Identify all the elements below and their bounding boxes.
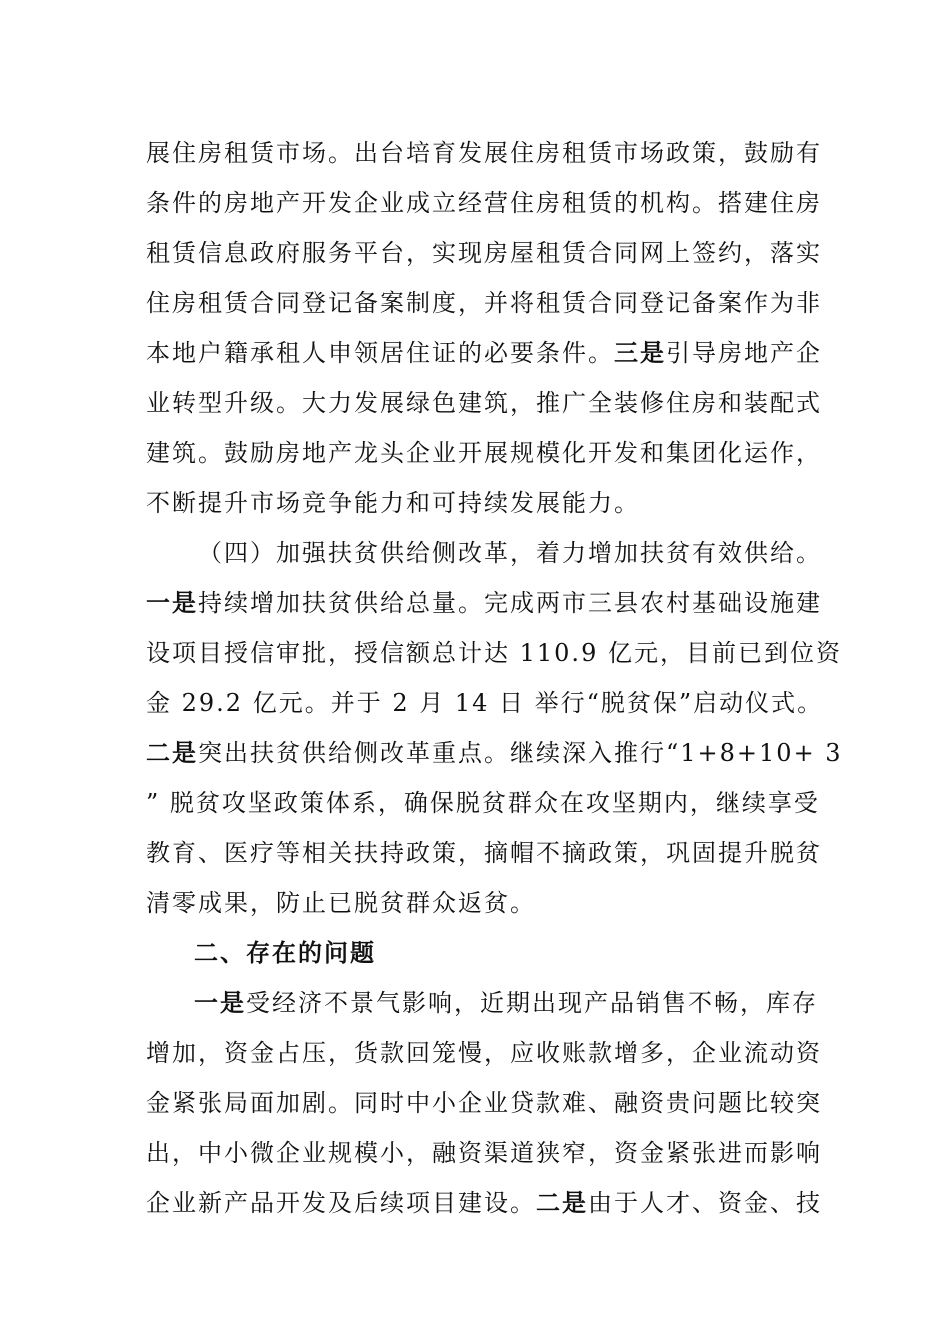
text-line: 金 29.2 亿元。并于 2 月 14 日 举行“脱贫保”启动仪式。 — [146, 689, 824, 717]
text-run: 由于人才、资金、技 — [588, 1189, 822, 1217]
text-line: 金紧张局面加剧。同时中小企业贷款难、融资贵问题比较突 — [146, 1089, 822, 1117]
text-run: 引导房地产企 — [666, 339, 822, 367]
heading-text: 二、存在的问题 — [194, 938, 376, 967]
bold-marker: 三是 — [614, 338, 666, 367]
bold-marker: 一是 — [146, 588, 198, 617]
text-line: 不断提升市场竞争能力和可持续发展能力。 — [146, 489, 640, 517]
text-line: 条件的房地产开发企业成立经营住房租赁的机构。搭建住房 — [146, 189, 822, 217]
text-line: 业转型升级。大力发展绿色建筑，推广全装修住房和装配式 — [146, 389, 822, 417]
document-body — [146, 128, 843, 1228]
text-line: 设项目授信审批，授信额总计达 110.9 亿元，目前已到位资 — [146, 639, 842, 667]
text-line — [146, 328, 822, 378]
bold-marker: 二是 — [536, 1188, 588, 1217]
text-line: 建筑。鼓励房地产龙头企业开展规模化开发和集团化运作， — [146, 439, 822, 467]
bold-marker: 一是 — [194, 988, 246, 1017]
text-line — [146, 728, 843, 778]
text-line — [146, 578, 822, 628]
text-run: 本地户籍承租人申领居住证的必要条件。 — [146, 339, 614, 367]
text-run: 企业新产品开发及后续项目建设。 — [146, 1189, 536, 1217]
section-heading: （四）加强扶贫供给侧改革，着力增加扶贫有效供给。 — [198, 539, 822, 567]
text-line: 租赁信息政府服务平台，实现房屋租赁合同网上签约，落实 — [146, 239, 822, 267]
text-line: 出，中小微企业规模小，融资渠道狭窄，资金紧张进而影响 — [146, 1139, 822, 1167]
text-line: 清零成果，防止已脱贫群众返贫。 — [146, 889, 536, 917]
text-line: 住房租赁合同登记备案制度，并将租赁合同登记备案作为非 — [146, 289, 822, 317]
text-line — [146, 1178, 822, 1228]
bold-marker: 二是 — [146, 738, 198, 767]
text-run: 突出扶贫供给侧改革重点。继续深入推行“1+8+10+ 3 — [198, 739, 843, 767]
text-run: 受经济不景气影响，近期出现产品销售不畅，库存 — [246, 989, 818, 1017]
text-line: ” 脱贫攻坚政策体系，确保脱贫群众在攻坚期内，继续享受 — [146, 789, 820, 817]
text-line: 教育、医疗等相关扶持政策，摘帽不摘政策，巩固提升脱贫 — [146, 839, 822, 867]
text-line — [146, 978, 818, 1028]
text-line: 增加，资金占压，货款回笼慢，应收账款增多，企业流动资 — [146, 1039, 822, 1067]
text-line: 展住房租赁市场。出台培育发展住房租赁市场政策，鼓励有 — [146, 139, 822, 167]
text-run: 持续增加扶贫供给总量。完成两市三县农村基础设施建 — [198, 589, 822, 617]
section-heading — [146, 928, 796, 978]
